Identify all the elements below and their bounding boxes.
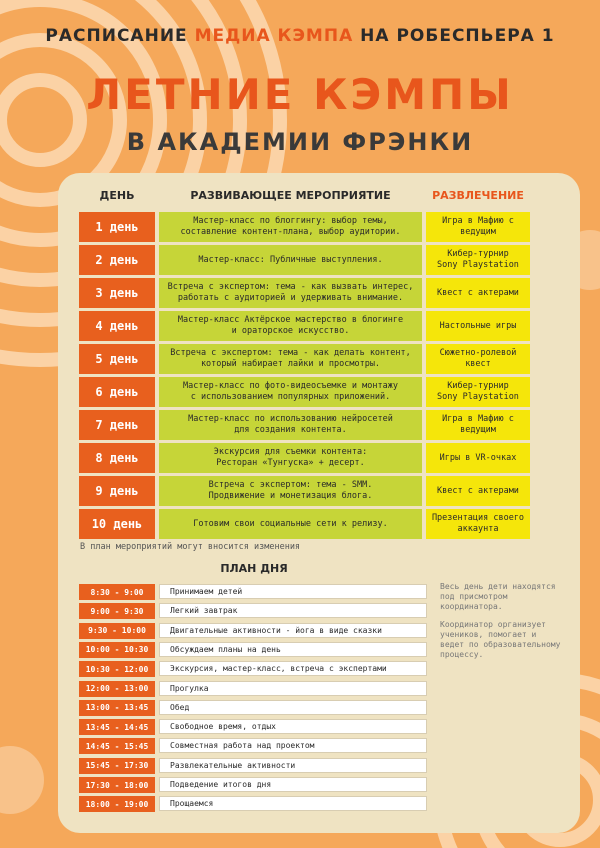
plan-row	[79, 796, 429, 812]
column-header-day: ДЕНЬ	[99, 189, 135, 202]
plan-row	[79, 719, 429, 735]
plan-time: 13:00 - 13:45	[79, 700, 155, 716]
day-label: 6 день	[79, 377, 155, 407]
plan-time: 12:00 - 13:00	[79, 681, 155, 697]
side-note-coordinator: Координатор организует учеников, помогает и ведет по образовательному процессу.	[440, 620, 561, 659]
day-label: 10 день	[79, 509, 155, 539]
column-header-activity: РАЗВИВАЮЩЕЕ МЕРОПРИЯТИЕ	[190, 189, 391, 202]
plan-time: 9:30 - 10:00	[79, 623, 155, 639]
day-row	[79, 377, 530, 407]
header-line	[0, 26, 600, 46]
plan-activity: Совместная работа над проектом	[159, 738, 427, 753]
header-part-3: НА РОБЕСПЬЕРА 1	[360, 26, 555, 46]
plan-activity: Прощаемся	[159, 796, 427, 811]
plan-row	[79, 584, 429, 600]
plan-time: 17:30 - 18:00	[79, 777, 155, 793]
plan-activity: Свободное время, отдых	[159, 719, 427, 734]
side-note-supervision: Весь день дети находятся под присмотром координатора.	[440, 582, 556, 611]
day-entertainment: Игра в Мафию с ведущим	[426, 212, 530, 242]
plan-activity: Прогулка	[159, 681, 427, 696]
plan-activity: Обед	[159, 700, 427, 715]
day-activity: Встреча с экспертом: тема - как делать контент, который набирает лайки и просмотры.	[159, 344, 422, 374]
day-activity: Мастер-класс по фото-видеосъемке и монтажу с использованием популярных приложений.	[159, 377, 422, 407]
plan-title: ПЛАН ДНЯ	[220, 562, 288, 575]
day-activity: Мастер-класс по блоггингу: выбор темы, составление контент-плана, выбор аудитории.	[159, 212, 422, 242]
day-row	[79, 410, 530, 440]
day-entertainment: Настольные игры	[426, 311, 530, 341]
day-activity: Мастер-класс Актёрское мастерство в блогинге и ораторское искусство.	[159, 311, 422, 341]
day-entertainment: Игры в VR-очках	[426, 443, 530, 473]
page-title: ЛЕТНИЕ КЭМПЫ	[86, 70, 514, 119]
plan-time: 8:30 - 9:00	[79, 584, 155, 600]
day-entertainment: Квест с актерами	[426, 476, 530, 506]
column-header-fun: РАЗВЛЕЧЕНИЕ	[432, 189, 524, 202]
day-entertainment: Игра в Мафию с ведущим	[426, 410, 530, 440]
day-row	[79, 443, 530, 473]
plan-activity: Обсуждаем планы на день	[159, 642, 427, 657]
day-label: 7 день	[79, 410, 155, 440]
day-label: 8 день	[79, 443, 155, 473]
plan-time: 10:00 - 10:30	[79, 642, 155, 658]
day-label: 9 день	[79, 476, 155, 506]
plan-row	[79, 777, 429, 793]
plan-time: 18:00 - 19:00	[79, 796, 155, 812]
plan-row	[79, 623, 429, 639]
day-activity: Мастер-класс по использованию нейросетей для создания контента.	[159, 410, 422, 440]
plan-row	[79, 642, 429, 658]
plan-row	[79, 738, 429, 754]
day-activity: Готовим свои социальные сети к релизу.	[159, 509, 422, 539]
plan-time: 9:00 - 9:30	[79, 603, 155, 619]
plan-time: 15:45 - 17:30	[79, 758, 155, 774]
day-label: 5 день	[79, 344, 155, 374]
day-label: 3 день	[79, 278, 155, 308]
day-label: 2 день	[79, 245, 155, 275]
day-entertainment: Кибер-турнир Sony Playstation	[426, 377, 530, 407]
day-label: 1 день	[79, 212, 155, 242]
plan-activity: Экскурсия, мастер-класс, встреча с экспертами	[159, 661, 427, 676]
plan-row	[79, 661, 429, 677]
plan-row	[79, 681, 429, 697]
day-row	[79, 212, 530, 242]
day-row	[79, 278, 530, 308]
day-activity: Экскурсия для съемки контента: Ресторан «Тунгуска» + десерт.	[159, 443, 422, 473]
day-row	[79, 509, 530, 539]
header-part-1: РАСПИСАНИЕ	[45, 26, 188, 46]
day-label: 4 день	[79, 311, 155, 341]
plan-time: 10:30 - 12:00	[79, 661, 155, 677]
day-entertainment: Презентация своего аккаунта	[426, 509, 530, 539]
day-activity: Встреча с экспертом: тема - как вызвать интерес, работать с аудиторией и удерживать внимание.	[159, 278, 422, 308]
day-row	[79, 311, 530, 341]
plan-time: 13:45 - 14:45	[79, 719, 155, 735]
changes-note: В план мероприятий могут вносится изменения	[80, 542, 301, 552]
day-row	[79, 245, 530, 275]
day-activity: Встреча с экспертом: тема - SMM. Продвижение и монетизация блога.	[159, 476, 422, 506]
header-part-2: МЕДИА КЭМПА	[194, 26, 354, 46]
plan-activity: Принимаем детей	[159, 584, 427, 599]
page-subtitle: В АКАДЕМИИ ФРЭНКИ	[126, 128, 474, 156]
plan-row	[79, 603, 429, 619]
day-entertainment: Квест с актерами	[426, 278, 530, 308]
plan-row	[79, 758, 429, 774]
day-entertainment: Кибер-турнир Sony Playstation	[426, 245, 530, 275]
day-row	[79, 476, 530, 506]
plan-activity: Подведение итогов дня	[159, 777, 427, 792]
day-activity: Мастер-класс: Публичные выступления.	[159, 245, 422, 275]
plan-activity: Двигательные активности - йога в виде сказки	[159, 623, 427, 638]
day-row	[79, 344, 530, 374]
plan-activity: Легкий завтрак	[159, 603, 427, 618]
day-entertainment: Сюжетно-ролевой квест	[426, 344, 530, 374]
plan-time: 14:45 - 15:45	[79, 738, 155, 754]
plan-activity: Развлекательные активности	[159, 758, 427, 773]
plan-row	[79, 700, 429, 716]
